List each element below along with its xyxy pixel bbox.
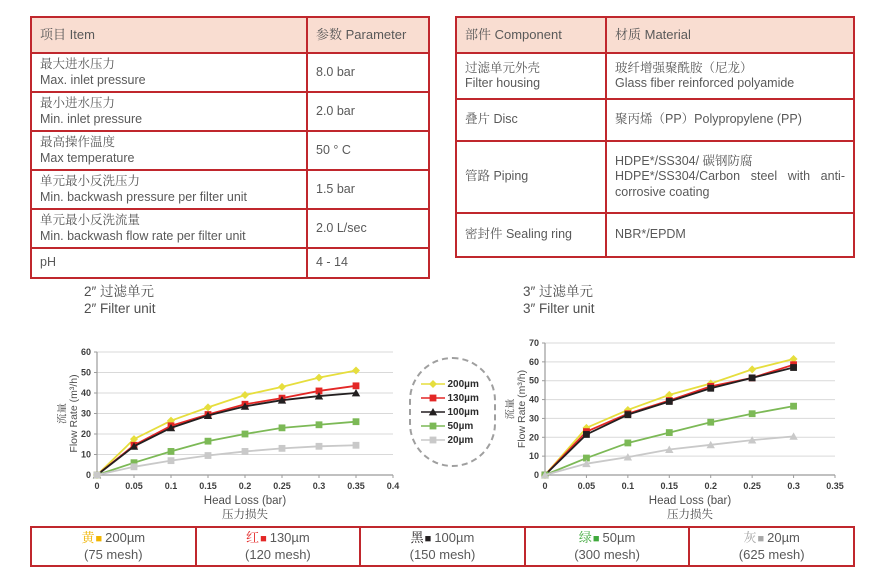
- filter-unit-3in-svg: [505, 337, 849, 529]
- x-tick-label: 0.1: [621, 481, 635, 491]
- spec-value-cell: 2.0 L/sec: [307, 209, 429, 248]
- material-cell: [606, 213, 854, 257]
- spec-header-item: 项目 Item: [31, 17, 307, 53]
- data-point-marker: [666, 398, 673, 405]
- spec-value-cell: 50 ° C: [307, 131, 429, 170]
- data-point-marker: [204, 403, 212, 411]
- table-row: [31, 248, 429, 278]
- mesh-count-label: (300 mesh): [574, 547, 640, 562]
- legend-swatch-icon: [420, 421, 446, 431]
- material-cn: HDPE*/SS304/ 碳钢防腐: [615, 153, 753, 168]
- mesh-size-line: [411, 530, 475, 547]
- y-tick-label: 0: [85, 470, 91, 480]
- item-cn: 最小进水压力: [40, 96, 116, 110]
- spec-table-wrap: [30, 16, 430, 279]
- mesh-legend-cell-100µm: [359, 528, 524, 565]
- data-point-marker: [205, 438, 212, 445]
- data-point-marker: [353, 442, 360, 449]
- y-tick-label: 60: [80, 347, 91, 357]
- data-point-marker: [315, 374, 323, 382]
- material-cell: [606, 53, 854, 99]
- data-point-marker: [94, 472, 101, 479]
- item-en: Max temperature: [40, 150, 135, 165]
- table-row: [31, 53, 429, 92]
- data-point-marker: [429, 380, 437, 388]
- x-tick-label: 0.15: [199, 481, 217, 491]
- data-point-marker: [790, 403, 797, 410]
- material-cn: 聚丙烯（PP）Polypropylene (PP): [615, 112, 802, 127]
- y-tick-label: 40: [80, 388, 91, 398]
- data-point-marker: [168, 448, 175, 455]
- mesh-size-line: [743, 530, 799, 547]
- x-tick-label: 0: [542, 481, 548, 491]
- y-tick-label: 30: [528, 413, 539, 424]
- y-tick-label: 20: [528, 432, 539, 443]
- data-point-marker: [131, 463, 138, 470]
- mesh-size-line: [81, 530, 145, 547]
- spec-value-cell: 2.0 bar: [307, 92, 429, 131]
- x-axis-label: Head Loss (bar): [648, 495, 732, 507]
- data-point-marker: [429, 423, 436, 430]
- material-table: [455, 16, 855, 258]
- x-tick-label: 0.35: [347, 481, 365, 491]
- x-tick-label: 0.05: [125, 481, 143, 491]
- mesh-size-label: 100µm: [434, 530, 475, 545]
- component-cn: 密封件 Sealing ring: [465, 227, 572, 242]
- spec-value-cell: 4 - 14: [307, 248, 429, 278]
- spec-value-cell: 1.5 bar: [307, 170, 429, 209]
- mesh-size-label: 130µm: [269, 530, 310, 545]
- mesh-size-line: [579, 530, 635, 547]
- mesh-color-legend: [30, 526, 855, 567]
- spec-item-cell: [31, 53, 307, 92]
- data-point-marker: [790, 364, 797, 371]
- flow-chart-3in: [505, 337, 849, 534]
- item-en: Max. inlet pressure: [40, 72, 146, 87]
- material-cn: 玻纤增强聚酰胺（尼龙）: [615, 60, 753, 75]
- component-cn: 管路 Piping: [465, 169, 529, 184]
- material-header-material: 材质 Material: [606, 17, 854, 53]
- y-tick-label: 20: [80, 429, 91, 439]
- flow-chart-2in: [57, 346, 407, 535]
- color-name-cn: 灰: [743, 530, 757, 545]
- color-name-cn: 红: [246, 530, 260, 545]
- material-cell: [606, 99, 854, 141]
- data-point-marker: [242, 431, 249, 438]
- chart-title-3in: [523, 283, 595, 317]
- material-header-row: [456, 17, 854, 53]
- legend-item-20µm: [420, 435, 486, 446]
- series-line: [545, 365, 794, 475]
- spec-item-cell: [31, 92, 307, 131]
- item-cn: 单元最小反洗流量: [40, 213, 141, 227]
- data-point-marker: [583, 431, 590, 438]
- item-cn: pH: [40, 255, 56, 270]
- spec-item-cell: [31, 131, 307, 170]
- component-cell: [456, 213, 606, 257]
- x-tick-label: 0.3: [787, 481, 800, 491]
- data-point-marker: [352, 366, 360, 374]
- y-tick-label: 10: [528, 451, 539, 462]
- spec-table: [30, 16, 430, 279]
- item-cn: 最大进水压力: [40, 57, 116, 71]
- color-name-cn: 黄: [81, 530, 95, 545]
- color-name-cn: 黑: [410, 530, 424, 545]
- y-tick-label: 40: [528, 394, 539, 405]
- y-tick-label: 50: [528, 375, 539, 386]
- item-en: Min. backwash pressure per filter unit: [40, 189, 248, 204]
- component-cn: 过滤单元外壳: [465, 60, 541, 75]
- data-point-marker: [429, 437, 436, 444]
- chart-legend-box: [409, 357, 496, 467]
- legend-item-200µm: [420, 379, 486, 390]
- x-tick-label: 0.25: [273, 481, 291, 491]
- mesh-size-label: 200µm: [105, 530, 146, 545]
- data-point-marker: [353, 418, 360, 425]
- material-table-wrap: [455, 16, 855, 258]
- component-cell: [456, 99, 606, 141]
- chart-title-2in: [84, 283, 156, 317]
- spec-value-cell: 8.0 bar: [307, 53, 429, 92]
- data-point-marker: [353, 382, 360, 389]
- component-cell: [456, 53, 606, 99]
- table-row: [31, 170, 429, 209]
- mesh-count-label: (150 mesh): [409, 547, 476, 562]
- mesh-legend-cell-20µm: [688, 528, 853, 565]
- mesh-size-label: 50µm: [602, 530, 636, 545]
- color-swatch-icon: ■: [592, 533, 600, 545]
- mesh-count-label: (625 mesh): [738, 547, 805, 562]
- table-row: [31, 209, 429, 248]
- x-tick-label: 0.05: [577, 481, 596, 491]
- legend-swatch-icon: [420, 435, 446, 445]
- material-cell: [606, 141, 854, 213]
- mesh-size-line: [246, 530, 310, 547]
- y-tick-label: 60: [528, 356, 539, 367]
- data-point-marker: [749, 374, 756, 381]
- material-en: Glass fiber reinforced polyamide: [615, 76, 795, 90]
- data-point-marker: [168, 457, 175, 464]
- spec-item-cell: [31, 248, 307, 278]
- x-axis-label-cn: 压力损失: [667, 509, 713, 521]
- mesh-size-label: 20µm: [767, 530, 800, 545]
- table-row: [456, 141, 854, 213]
- spec-item-cell: [31, 170, 307, 209]
- chart-title-2in-cn: 2″ 过滤单元: [84, 284, 155, 299]
- data-point-marker: [624, 411, 631, 418]
- x-tick-label: 0.2: [238, 481, 252, 491]
- legend-swatch-icon: [420, 393, 446, 403]
- data-point-marker: [429, 395, 436, 402]
- chart-title-2in-en: 2″ Filter unit: [84, 301, 156, 316]
- table-row: [31, 92, 429, 131]
- color-swatch-icon: ■: [95, 533, 103, 545]
- legend-swatch-icon: [420, 379, 446, 389]
- mesh-legend-cell-50µm: [524, 528, 689, 565]
- x-tick-label: 0.15: [660, 481, 679, 491]
- mesh-legend-cell-200µm: [32, 528, 195, 565]
- data-point-marker: [707, 385, 714, 392]
- mesh-count-label: (75 mesh): [84, 547, 143, 562]
- x-tick-label: 0.2: [704, 481, 717, 491]
- legend-label: 20µm: [447, 434, 474, 446]
- filter-unit-2in-svg: [57, 346, 407, 530]
- legend-label: 130µm: [447, 392, 479, 404]
- mesh-count-label: (120 mesh): [245, 547, 311, 562]
- component-cell: [456, 141, 606, 213]
- y-axis-label: 流量Flow Rate (m³/h): [57, 374, 80, 453]
- legend-label: 100µm: [447, 406, 479, 418]
- data-point-marker: [205, 452, 212, 459]
- x-axis-label-cn: 压力损失: [222, 509, 268, 521]
- legend-item-50µm: [420, 421, 486, 432]
- data-point-marker: [749, 410, 756, 417]
- material-en: HDPE*/SS304/Carbon steel with anti-corrosive coating: [615, 169, 845, 199]
- color-swatch-icon: ■: [260, 533, 267, 545]
- legend-item-100µm: [420, 407, 486, 418]
- x-tick-label: 0.35: [826, 481, 844, 491]
- data-point-marker: [279, 424, 286, 431]
- data-point-marker: [278, 383, 286, 391]
- item-cn: 单元最小反洗压力: [40, 174, 141, 188]
- table-row: [31, 131, 429, 170]
- item-en: Min. backwash flow rate per filter unit: [40, 228, 246, 243]
- x-axis-label: Head Loss (bar): [203, 495, 287, 507]
- data-point-marker: [279, 445, 286, 452]
- x-tick-label: 0: [94, 481, 100, 491]
- x-tick-label: 0.4: [386, 481, 400, 491]
- material-cn: NBR*/EPDM: [615, 227, 686, 242]
- data-point-marker: [316, 421, 323, 428]
- data-point-marker: [242, 448, 249, 455]
- y-tick-label: 10: [80, 449, 91, 460]
- chart-title-3in-en: 3″ Filter unit: [523, 301, 595, 316]
- mesh-legend-cell-130µm: [195, 528, 360, 565]
- color-name-cn: 绿: [578, 530, 592, 545]
- color-swatch-icon: ■: [424, 533, 432, 545]
- table-row: [456, 53, 854, 99]
- component-cn: 叠片 Disc: [465, 112, 518, 127]
- spec-header-row: [31, 17, 429, 53]
- y-tick-label: 70: [528, 338, 539, 348]
- data-point-marker: [707, 419, 714, 426]
- item-cn: 最高操作温度: [40, 135, 116, 149]
- material-header-component: 部件 Component: [456, 17, 606, 53]
- y-tick-label: 50: [80, 367, 91, 378]
- legend-label: 200µm: [447, 378, 479, 390]
- color-swatch-icon: ■: [757, 533, 765, 545]
- legend-item-130µm: [420, 393, 486, 404]
- data-point-marker: [624, 440, 631, 447]
- x-tick-label: 0.3: [312, 481, 326, 491]
- legend-swatch-icon: [420, 407, 446, 417]
- x-tick-label: 0.25: [743, 481, 761, 491]
- x-tick-label: 0.1: [164, 481, 178, 491]
- data-point-marker: [666, 429, 673, 436]
- y-axis-label: 流量Flow Rate (m³/h): [505, 369, 528, 449]
- table-row: [456, 213, 854, 257]
- data-point-marker: [748, 365, 756, 373]
- table-row: [456, 99, 854, 141]
- chart-title-3in-cn: 3″ 过滤单元: [523, 284, 594, 299]
- data-point-marker: [241, 391, 249, 399]
- y-tick-label: 0: [533, 470, 539, 480]
- spec-header-parameter: 参数 Parameter: [307, 17, 429, 53]
- y-tick-label: 30: [80, 408, 91, 419]
- item-en: Min. inlet pressure: [40, 111, 143, 126]
- component-en: Filter housing: [465, 76, 541, 90]
- legend-label: 50µm: [447, 420, 474, 432]
- spec-item-cell: [31, 209, 307, 248]
- data-point-marker: [316, 443, 323, 450]
